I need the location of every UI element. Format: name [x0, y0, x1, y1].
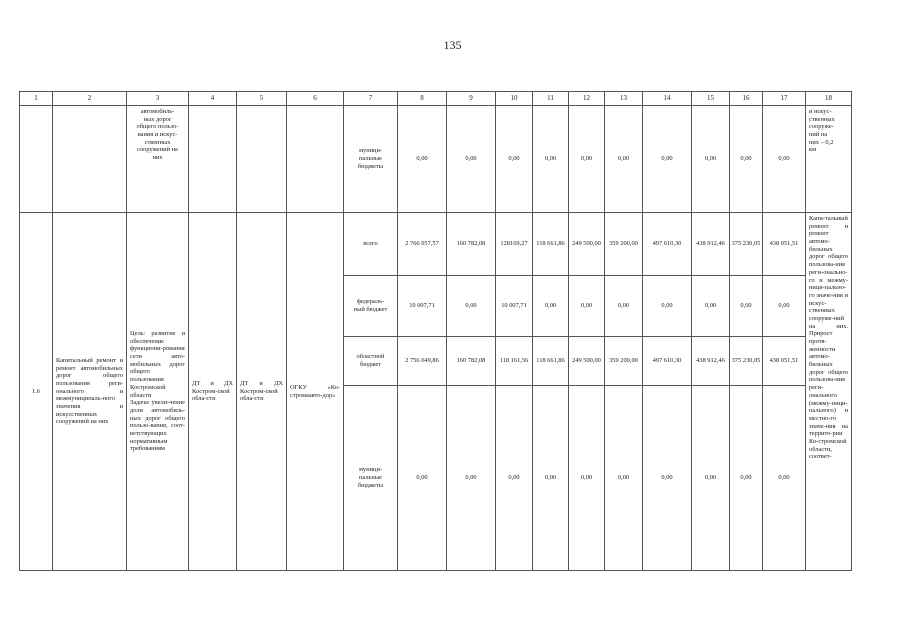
cell-responsible	[189, 213, 237, 571]
cell-empty	[287, 106, 344, 213]
page-number: 135	[443, 38, 462, 52]
cell-value: 497 610,30	[643, 213, 692, 276]
participant-text: ОГКУ «Ко-стромаавто-дор»	[290, 383, 340, 399]
cell-value: 160 782,08	[447, 337, 496, 386]
cell-funding-source	[344, 337, 398, 386]
funding-source-text: федераль- ный бюджет	[353, 298, 388, 313]
cell-value: 0,00	[447, 106, 496, 213]
cell-participant	[287, 213, 344, 571]
cell-value: 438 051,51	[763, 337, 806, 386]
header-cell: 10	[496, 92, 533, 106]
cell-value: 249 500,00	[569, 213, 605, 276]
cell-value: 118 661,86	[533, 213, 569, 276]
cell-value: 0,00	[533, 386, 569, 571]
cell-value: 2 756 049,86	[398, 337, 447, 386]
cell-value: 0,00	[730, 386, 763, 571]
coexecutor-text: ДТ и ДХ Костром-ской обла-сти	[240, 379, 283, 403]
cell-item-index: 1.6	[20, 213, 53, 571]
cell-value: 0,00	[496, 386, 533, 571]
cell-value: 0,00	[447, 276, 496, 337]
cell-value: 0,00	[763, 276, 806, 337]
table-row-total	[20, 213, 852, 276]
header-cell: 8	[398, 92, 447, 106]
funding-source-text: муници- пальные бюджеты	[357, 147, 384, 170]
header-cell: 1	[20, 92, 53, 106]
cell-value: 0,00	[643, 276, 692, 337]
cell-value: 0,00	[605, 276, 643, 337]
cell-item-name	[53, 213, 127, 571]
cell-value: 0,00	[643, 106, 692, 213]
cell-value: 0,00	[447, 386, 496, 571]
header-cell: 18	[806, 92, 852, 106]
cell-value: 438 912,46	[692, 337, 730, 386]
cell-value: 438 912,46	[692, 213, 730, 276]
cell-empty	[189, 106, 237, 213]
header-cell: 2	[53, 92, 127, 106]
cell-continued-result	[806, 106, 852, 213]
cell-value: 160 782,08	[447, 213, 496, 276]
cell-funding-source	[344, 106, 398, 213]
cell-value: 0,00	[605, 386, 643, 571]
cell-value: 2 766 057,57	[398, 213, 447, 276]
cell-value: 0,00	[533, 106, 569, 213]
cell-value: 359 200,00	[605, 337, 643, 386]
cell-value: 438 051,51	[763, 213, 806, 276]
cell-value: 359 200,00	[605, 213, 643, 276]
cell-value: 118 161,56	[496, 337, 533, 386]
header-cell: 12	[569, 92, 605, 106]
cell-empty	[20, 106, 53, 213]
header-cell: 4	[189, 92, 237, 106]
header-cell: 3	[127, 92, 189, 106]
item-name-text: Капитальный ремонт и ремонт автомобильных дорог общего пользования реги-онального и межмуниципаль-ного значения и искусственных сооружений на них	[56, 356, 123, 426]
cell-value: 0,00	[398, 106, 447, 213]
header-cell: 6	[287, 92, 344, 106]
cell-value: 497 610,30	[643, 337, 692, 386]
funding-source-text: муници- пальные бюджеты	[357, 466, 384, 489]
responsible-text: ДТ и ДХ Костром-ской обла-сти	[192, 379, 233, 403]
cell-value: 0,00	[730, 106, 763, 213]
header-cell: 13	[605, 92, 643, 106]
cell-value: 0,00	[398, 386, 447, 571]
cell-value: 0,00	[569, 386, 605, 571]
expected-result-text: Капи-тальный ремонт и ремонт автомо-бильных дорог общего пользова-ния реги-онально-го и межму-ници-пально-го значе-ния и искус-ственных сооруже-ний на них. Прирост протя-женности автомо-бильных дорог общего пользова-ния реги-онального (межму-ници-пального) и местно-го значе-ния на террито-рии Ко-стромской области, соответ-	[809, 215, 848, 461]
cell-value: 375 230,05	[730, 337, 763, 386]
continued-result-text: и искус- ственных сооруже- ний на них – 0,2 км	[809, 108, 835, 154]
header-cell: 14	[643, 92, 692, 106]
cell-value: 0,00	[763, 106, 806, 213]
budget-table	[19, 91, 852, 571]
funding-source-text: всего	[363, 240, 378, 248]
cell-value: 128169,27	[496, 213, 533, 276]
cell-item-goal	[127, 213, 189, 571]
table-row-continued	[20, 106, 852, 213]
cell-value: 0,00	[569, 276, 605, 337]
cell-value: 375 230,05	[730, 213, 763, 276]
cell-value: 0,00	[692, 276, 730, 337]
cell-funding-source	[344, 213, 398, 276]
cell-value: 10 007,71	[398, 276, 447, 337]
item-goal-text: Цель: развитие и обеспечение функциони-рования сети авто-мобильных дорог общего пользования Костромской области Задача: увели-чение доли автомобиль-ных дорог общего пользо-вания, соот-ветствующих нормативным требованиям	[130, 330, 185, 453]
cell-funding-source	[344, 276, 398, 337]
cell-value: 0,00	[730, 276, 763, 337]
header-cell: 9	[447, 92, 496, 106]
header-cell: 11	[533, 92, 569, 106]
header-row	[20, 92, 852, 106]
cell-value: 0,00	[763, 386, 806, 571]
cell-value: 0,00	[569, 106, 605, 213]
header-cell: 5	[237, 92, 287, 106]
cell-value: 0,00	[496, 106, 533, 213]
header-cell: 16	[730, 92, 763, 106]
continued-description-text: автомобиль- ных дорог общего пользо- вания и искус- ственных сооружений на них	[136, 108, 179, 162]
cell-value: 118 661,86	[533, 337, 569, 386]
header-cell: 15	[692, 92, 730, 106]
cell-funding-source	[344, 386, 398, 571]
header-cell: 7	[344, 92, 398, 106]
cell-value: 10 007,71	[496, 276, 533, 337]
cell-empty	[53, 106, 127, 213]
cell-empty	[237, 106, 287, 213]
cell-value: 249 500,00	[569, 337, 605, 386]
cell-value: 0,00	[533, 276, 569, 337]
header-cell: 17	[763, 92, 806, 106]
cell-value: 0,00	[643, 386, 692, 571]
funding-source-text: областной бюджет	[356, 353, 385, 368]
cell-value: 0,00	[692, 386, 730, 571]
cell-expected-result	[806, 213, 852, 571]
cell-coexecutor	[237, 213, 287, 571]
cell-value: 0,00	[692, 106, 730, 213]
cell-continued-description	[127, 106, 189, 213]
cell-value: 0,00	[605, 106, 643, 213]
